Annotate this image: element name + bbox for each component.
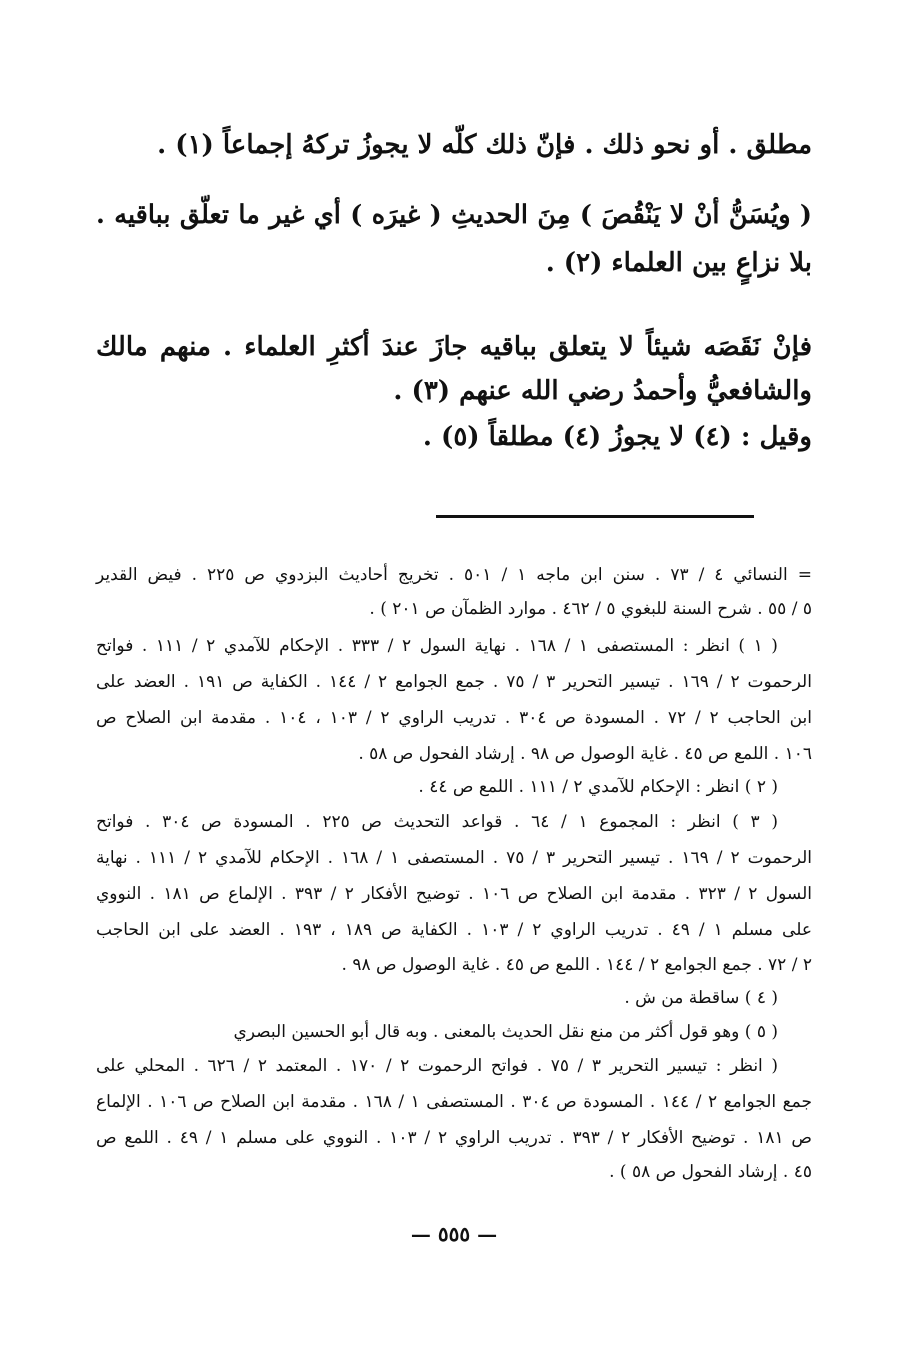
main-line-4: فإنْ نَقَصَه شيئاً لا يتعلق بباقيه جازَ عندَ أكثرِ العلماء . منهم مالك [96, 332, 812, 362]
footnote-line: ٢ / ٧٢ . جمع الجوامع ٢ / ١٤٤ . اللمع ص ٤٥ . غاية الوصول ص ٩٨ . [341, 955, 812, 975]
footnote-line: السول ٢ / ٣٢٣ . مقدمة ابن الصلاح ص ١٠٦ . توضيح الأفكار ٢ / ٣٩٣ . الإلماع ص ١٨١ . النووي [96, 884, 812, 904]
page-number: — ٥٥٥ — [410, 1222, 498, 1246]
footnote-line: الرحموت ٢ / ١٦٩ . تيسير التحرير ٣ / ٧٥ . المستصفى ١ / ١٦٨ . الإحكام للآمدي ٢ / ١١١ . نهاية [96, 848, 812, 868]
main-line-6: وقيل : (٤) لا يجوزُ (٤) مطلقاً (٥) . [422, 422, 812, 452]
footnote-line: ( انظر : تيسير التحرير ٣ / ٧٥ . فواتح الرحموت ٢ / ١٧٠ . المعتمد ٢ / ٦٢٦ . المحلي على [96, 1056, 778, 1076]
footnote-line: ( ١ ) انظر : المستصفى ١ / ١٦٨ . نهاية السول ٢ / ٣٣٣ . الإحكام للآمدي ٢ / ١١١ . فواتح [96, 636, 778, 656]
footnote-line: الرحموت ٢ / ١٦٩ . تيسير التحرير ٣ / ٧٥ . جمع الجوامع ٢ / ١٤٤ . الكفاية ص ١٩١ . العضد على [96, 672, 812, 692]
main-line-1: مطلق . أو نحو ذلك . فإنّ ذلك كلّه لا يجوزُ تركهُ إجماعاً (١) . [157, 130, 812, 160]
main-line-2: ( ويُسَنُّ أنْ لا يَنْقُصَ ) مِنَ الحديثِ ( غيرَه ) أي غير ما تعلّق بباقيه . [96, 200, 812, 230]
footnote-line: ( ٣ ) انظر : المجموع ١ / ٦٤ . قواعد التحديث ص ٢٢٥ . المسودة ص ٣٠٤ . فواتح [96, 812, 778, 832]
footnote-line: ١٠٦ . اللمع ص ٤٥ . غاية الوصول ص ٩٨ . إرشاد الفحول ص ٥٨ . [358, 744, 812, 764]
footnote-line: جمع الجوامع ٢ / ١٤٤ . المسودة ص ٣٠٤ . المستصفى ١ / ١٦٨ . مقدمة ابن الصلاح ص ١٠٦ . الإلماع [96, 1092, 812, 1112]
main-line-3: بلا نزاعٍ بين العلماء (٢) . [545, 248, 812, 278]
footnote-separator [436, 515, 754, 518]
footnote-line: ( ٢ ) انظر : الإحكام للآمدي ٢ / ١١١ . اللمع ص ٤٤ . [418, 777, 778, 797]
footnote-line: ابن الحاجب ٢ / ٧٢ . المسودة ص ٣٠٤ . تدريب الراوي ٢ / ١٠٣ ، ١٠٤ . مقدمة ابن الصلاح ص [96, 708, 812, 728]
footnote-line: على مسلم ١ / ٤٩ . تدريب الراوي ٢ / ١٠٣ . الكفاية ص ١٨٩ ، ١٩٣ . العضد على ابن الحاجب [96, 920, 812, 940]
main-line-5: والشافعيُّ وأحمدُ رضي الله عنهم (٣) . [393, 376, 812, 406]
footnote-line: ٤٥ . إرشاد الفحول ص ٥٨ ) . [609, 1162, 812, 1182]
footnote-line: ( ٤ ) ساقطة من ش . [624, 988, 778, 1008]
footnote-line: ص ١٨١ . توضيح الأفكار ٢ / ٣٩٣ . تدريب الراوي ٢ / ١٠٣ . النووي على مسلم ١ / ٤٩ . اللمع ص [96, 1128, 812, 1148]
footnote-line: ٥ / ٥٥ . شرح السنة للبغوي ٥ / ٤٦٢ . موارد الظمآن ص ٢٠١ ) . [369, 599, 812, 619]
footnote-line: ( ٥ ) وهو قول أكثر من منع نقل الحديث بالمعنى . وبه قال أبو الحسين البصري [233, 1022, 778, 1042]
footnote-line: = النسائي ٤ / ٧٣ . سنن ابن ماجه ١ / ٥٠١ . تخريج أحاديث البزدوي ص ٢٢٥ . فيض القدير [96, 565, 812, 585]
